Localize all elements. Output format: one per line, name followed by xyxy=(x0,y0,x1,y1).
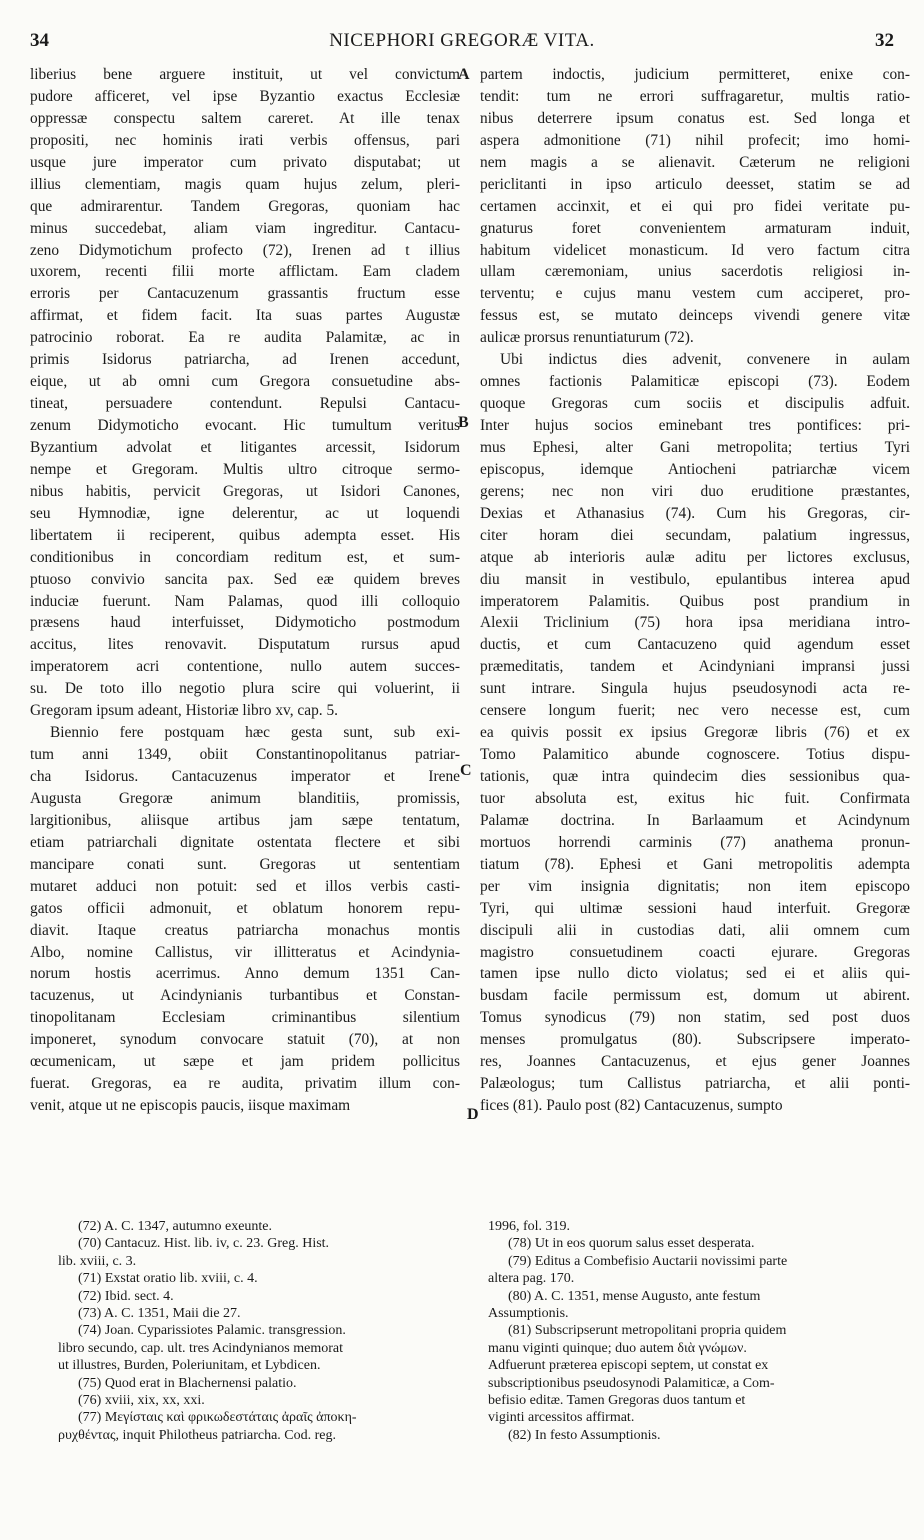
text-line: Augusta Gregoræ animum blanditiis, promissis, xyxy=(30,789,460,807)
text-line: erroris per Cantacuzenum grassantis fructum esse xyxy=(30,285,460,303)
text-line: nibus habitis, pervicit Gregoras, ut Isidori Canones, xyxy=(30,482,460,500)
text-line: mortuos horrendi carminis (77) anathema pronun- xyxy=(480,833,910,851)
text-line: nempe et Gregoram. Multis ultro citroque sermo- xyxy=(30,460,460,478)
text-line: induciæ fuerunt. Nam Palamas, quod illi colloquio xyxy=(30,592,460,610)
footnote-line: (73) A. C. 1351, Maii die 27. xyxy=(78,1306,241,1322)
text-line: pudore afficeret, vel ipse Byzantio exactus Ecclesiæ xyxy=(30,87,460,105)
text-line: terventu; e cujus manu vestem cum acciperet, pro- xyxy=(480,285,910,303)
text-line: propositi, nec hominis irati verbis offensus, pari xyxy=(30,131,460,149)
text-line: primis Isidorus patriarcha, ad Irenen accedunt, xyxy=(30,351,460,369)
text-line: partem indoctis, judicium permitteret, enixe con- xyxy=(480,66,910,83)
text-line: liberius bene arguere instituit, ut vel convictum xyxy=(30,66,460,83)
footnote-line: (77) Μεγίσταις καὶ φρικωδεστάταις ἀραῖς ἀποκη- xyxy=(78,1410,357,1426)
text-line: res, Joannes Cantacuzenus, et ejus gener Joannes xyxy=(480,1053,910,1071)
running-title: NICEPHORI GREGORÆ VITA. xyxy=(329,30,595,51)
footnote-line: (82) In festo Assumptionis. xyxy=(508,1427,661,1443)
text-line: imponeret, synodum convocare statuit (70), at non xyxy=(30,1031,460,1049)
text-line: gerens; nec non viri duo eruditione præstantes, xyxy=(480,482,910,500)
text-line: censere longum fuerit; nec vero necesse est, cum xyxy=(480,702,910,720)
text-line: fessus est, se mutato deinceps vivendi genere vitæ xyxy=(480,307,910,325)
section-marker-d: D xyxy=(467,1106,479,1123)
text-line: fices (81). Paulo post (82) Cantacuzenus, sumpto xyxy=(480,1097,783,1115)
footnote-line: (79) Editus a Combefisio Auctarii novissimi parte xyxy=(508,1253,788,1269)
footnote-line: Assumptionis. xyxy=(488,1306,569,1322)
text-line: busdam facile permissum est, domum ut abirent. xyxy=(480,987,910,1005)
text-line: seu Hymnodiæ, igne delerentur, ac ut loquendi xyxy=(30,504,460,522)
text-line: discipuli alii in custodias dati, alii omnem cum xyxy=(480,921,910,939)
text-line: imperatorem Palamitis. Quibus post prandium in xyxy=(480,592,910,610)
text-line: eique, ut ab omni cum Gregora consuetudine abs- xyxy=(30,373,460,391)
text-line: præmeditatis, tandem et Acindyniani impransi jussi xyxy=(480,658,910,676)
text-line: Albo, nomine Callistus, vir illitteratus et Acindynia- xyxy=(30,943,460,961)
section-marker-a: A xyxy=(458,66,470,83)
text-line: oppressæ conspectu saltem careret. At ille tenax xyxy=(30,109,460,127)
text-line: Gregoram ipsum adeant, Historiæ libro xv, cap. 5. xyxy=(30,702,339,720)
footnote-line: viginti arcessitos affirmat. xyxy=(488,1410,635,1426)
text-line: zenum Didymoticho evocant. Hic tumultum veritus xyxy=(30,417,460,434)
footnote-line: lib. xviii, c. 3. xyxy=(58,1253,137,1269)
text-line: habitum videlicet monasticum. Id vero factum citra xyxy=(480,241,910,259)
text-line: nem magis a se alienavit. Cæterum ne religioni xyxy=(480,153,910,171)
text-line: Palæologus; tum Callistus patriarcha, et alii ponti- xyxy=(480,1075,910,1093)
text-line: certamen accinxit, et ei qui pro fidei veritate pu- xyxy=(480,197,910,215)
text-line: largitionibus, aliisque artibus jam sæpe tentatum, xyxy=(30,811,460,829)
text-line: affirmat, et fidem facit. Ita suas partes Augustæ xyxy=(30,307,460,325)
right-text-column xyxy=(480,64,910,1117)
footnote-line: altera pag. 170. xyxy=(488,1271,575,1287)
footnote-line: (70) Cantacuz. Hist. lib. iv, c. 23. Greg. Hist. xyxy=(78,1236,330,1252)
text-line: gnaturus foret convenientem armaturam induit, xyxy=(480,219,910,237)
text-line: citer horam diei secundam, palatium ingressus, xyxy=(480,526,910,544)
page-number-left: 34 xyxy=(30,30,49,51)
text-line: ullam cæremoniam, unius sacerdotis religiosi in- xyxy=(480,263,910,281)
text-line: quoque Gregoras cum sociis et discipulis adfuit. xyxy=(480,395,910,413)
text-line: norum hostis acerrimus. Anno demum 1351 Can- xyxy=(30,965,460,983)
text-line: omnes factionis Palamiticæ episcopi (73). Eodem xyxy=(480,373,910,391)
footnote-line: (74) Joan. Cyparissiotes Palamic. transgression. xyxy=(78,1323,346,1339)
footnote-line: (76) xviii, xix, xx, xxi. xyxy=(78,1393,205,1409)
footnote-line: (71) Exstat oratio lib. xviii, c. 4. xyxy=(78,1271,258,1287)
text-line: accitus, lites renovavit. Disputatum rursus apud xyxy=(30,636,460,654)
text-line: mutaret adduci non potuit: sed et illos verbis casti- xyxy=(30,877,460,895)
text-line: ptuoso convivio sancita pax. Sed eæ quidem breves xyxy=(30,570,460,588)
text-line: ea quivis possit ex ipsius Gregoræ libris (76) et ex xyxy=(480,724,910,742)
footnote-line: 1996, fol. 319. xyxy=(488,1219,571,1234)
footnote-line: ρυχθέντας, inquit Philotheus patriarcha. Cod. reg. xyxy=(58,1427,337,1443)
text-line: menses promulgatus (80). Subscripsere imperato- xyxy=(480,1031,910,1049)
text-line: præsens haud interfuisset, Didymoticho postmodum xyxy=(30,614,460,632)
text-line: etiam patriarchali dignitate ostentata flectere et sibi xyxy=(30,833,460,851)
text-line: minus succedebat, aliam viam ingreditur. Cantacu- xyxy=(30,219,460,237)
text-line: magistro consuetudinem coacti ejurare. Gregoras xyxy=(480,943,910,961)
footnotes-right xyxy=(488,1218,898,1444)
text-line: usque jure imperator cum privato disputabat; ut xyxy=(30,153,460,171)
text-line: aulicæ prorsus renuntiaturum (72). xyxy=(480,329,694,347)
text-line: diavit. Itaque creatus patriarcha monachus montis xyxy=(30,921,460,939)
text-line: tamen ipse nullo dicto violatus; sed ei et aliis qui- xyxy=(480,965,910,983)
text-line: tiatum (78). Ephesi et Gani metropolitis adempta xyxy=(480,855,910,873)
text-line: per vim insignia dignitatis; non item episcopo xyxy=(480,877,910,895)
text-line: atque ab interioris aulæ aditu per lictores exclusus, xyxy=(480,548,910,566)
section-marker-b: B xyxy=(458,414,469,431)
text-line: sunt intrare. Singula hujus pseudosynodi acta re- xyxy=(480,680,910,698)
text-line: illius clementiam, magis quam hujus zelum, pleri- xyxy=(30,175,460,193)
text-line: Byzantium advolat et litigantes arcessit, Isidorum xyxy=(30,438,460,456)
footnote-line: (72) A. C. 1347, autumno exeunte. xyxy=(78,1219,273,1234)
text-line: uxorem, recenti filii morte afflictam. Eam cladem xyxy=(30,263,460,281)
text-line: que admirarentur. Tandem Gregoras, quoniam hac xyxy=(30,197,460,215)
text-line: cha Isidorus. Cantacuzenus imperator et Irene xyxy=(30,768,460,785)
text-line: episcopus, idemque Antiocheni patriarchæ vicem xyxy=(480,460,910,478)
footnote-line: manu viginti quinque; duo autem διὰ γνώμων. xyxy=(488,1340,747,1356)
footnote-line: libro secundo, cap. ult. tres Acindynianos memorat xyxy=(58,1340,343,1356)
text-line: Tomus synodicus (79) non statim, sed post duos xyxy=(480,1009,910,1027)
text-line: tacuzenus, ut Acindynianis turbantibus et Constan- xyxy=(30,987,460,1005)
footnotes-left xyxy=(58,1218,458,1444)
text-line: Dexias et Athanasius (74). Cum his Gregoras, cir- xyxy=(480,504,910,522)
text-line: tendit: tum ne errori suffragaretur, multis ratio- xyxy=(480,87,910,105)
text-line: Alexii Triclinium (75) hora ipsa meridiana intro- xyxy=(480,614,910,632)
footnote-line: subscriptionibus pseudosynodi Palamiticæ, a Com- xyxy=(488,1375,775,1391)
footnote-line: (72) Ibid. sect. 4. xyxy=(78,1288,174,1304)
text-line: gatos officii admonuit, et oblatum honorem repu- xyxy=(30,899,460,917)
text-line: tum anni 1349, obiit Constantinopolitanus patriar- xyxy=(30,746,460,764)
footnote-line: (75) Quod erat in Blachernensi palatio. xyxy=(78,1375,297,1391)
text-line: periclitanti in ipso articulo deesset, statim se ad xyxy=(480,175,910,193)
left-text-column xyxy=(30,64,460,1117)
text-line: zeno Didymotichum profecto (72), Irenen ad t illius xyxy=(30,241,460,259)
text-line: tineat, persuadere contendunt. Repulsi Cantacu- xyxy=(30,395,460,413)
text-line: tuor absoluta est, exitus hic fuit. Confirmata xyxy=(480,789,910,807)
text-line: su. De toto illo negotio plura scire qui voluerint, ii xyxy=(30,680,460,698)
running-header xyxy=(30,30,894,62)
text-line: nibus deterrere ipsum conatus est. Sed longa et xyxy=(480,109,910,127)
page-number-right: 32 xyxy=(875,30,894,51)
text-line: tationis, quæ intra quindecim dies sessionibus qua- xyxy=(480,768,910,785)
text-line: conditionibus in concordiam reditum est, et sum- xyxy=(30,548,460,566)
text-line: fuerat. Gregoras, ea re audita, privatim illum con- xyxy=(30,1075,460,1093)
text-line: aspera admonitione (71) nihil profecit; imo homi- xyxy=(480,131,910,149)
text-line: Inter hujus socios eminebant tres pontifices: pri- xyxy=(480,417,910,434)
text-line: imperatorem acri contentione, nullo autem succes- xyxy=(30,658,460,676)
text-line: Biennio fere postquam hæc gesta sunt, sub exi- xyxy=(50,724,460,742)
text-line: diu mansit in vestibulo, epulantibus interea apud xyxy=(480,570,910,588)
footnote-line: (81) Subscripserunt metropolitani propria quidem xyxy=(508,1323,787,1339)
footnote-line: (80) A. C. 1351, mense Augusto, ante festum xyxy=(508,1288,761,1304)
text-line: œcumenicam, ut sæpe et jam pridem pollicitus xyxy=(30,1053,460,1071)
text-line: tinopolitanam Ecclesiam criminantibus silentium xyxy=(30,1009,460,1027)
section-marker-c: C xyxy=(460,762,472,779)
footnote-line: (78) Ut in eos quorum salus esset desperata. xyxy=(508,1236,755,1252)
footnote-line: befisio editæ. Tamen Gregoras duos tantum et xyxy=(488,1393,746,1409)
text-line: ductis, et cum Cantacuzeno quid agendum esset xyxy=(480,636,910,654)
text-line: Tyri, qui ultimæ sessioni haud interfuit. Gregoræ xyxy=(480,899,910,917)
footnote-line: ut illustres, Burden, Poleriunitam, et Lybdicen. xyxy=(58,1358,321,1374)
text-line: mancipare conati sunt. Gregoras ut sententiam xyxy=(30,855,460,873)
text-line: libertatem ii reciperent, quibus adempta esset. His xyxy=(30,526,460,544)
text-line: Tomo Palamitico abunde cognoscere. Totius dispu- xyxy=(480,746,910,764)
text-line: Ubi indictus dies advenit, convenere in aulam xyxy=(500,351,910,369)
text-line: mus Ephesi, alter Gani metropolita; tertius Tyri xyxy=(480,438,910,456)
text-line: venit, atque ut ne episcopis paucis, iisque maximam xyxy=(30,1097,351,1115)
text-line: patrocinio roborat. Ea re audita Palamitæ, ac in xyxy=(30,329,460,347)
text-line: Palamæ doctrina. In Barlaamum et Acindynum xyxy=(480,811,910,829)
footnote-line: Adfuerunt præterea episcopi septem, ut constat ex xyxy=(488,1358,769,1374)
